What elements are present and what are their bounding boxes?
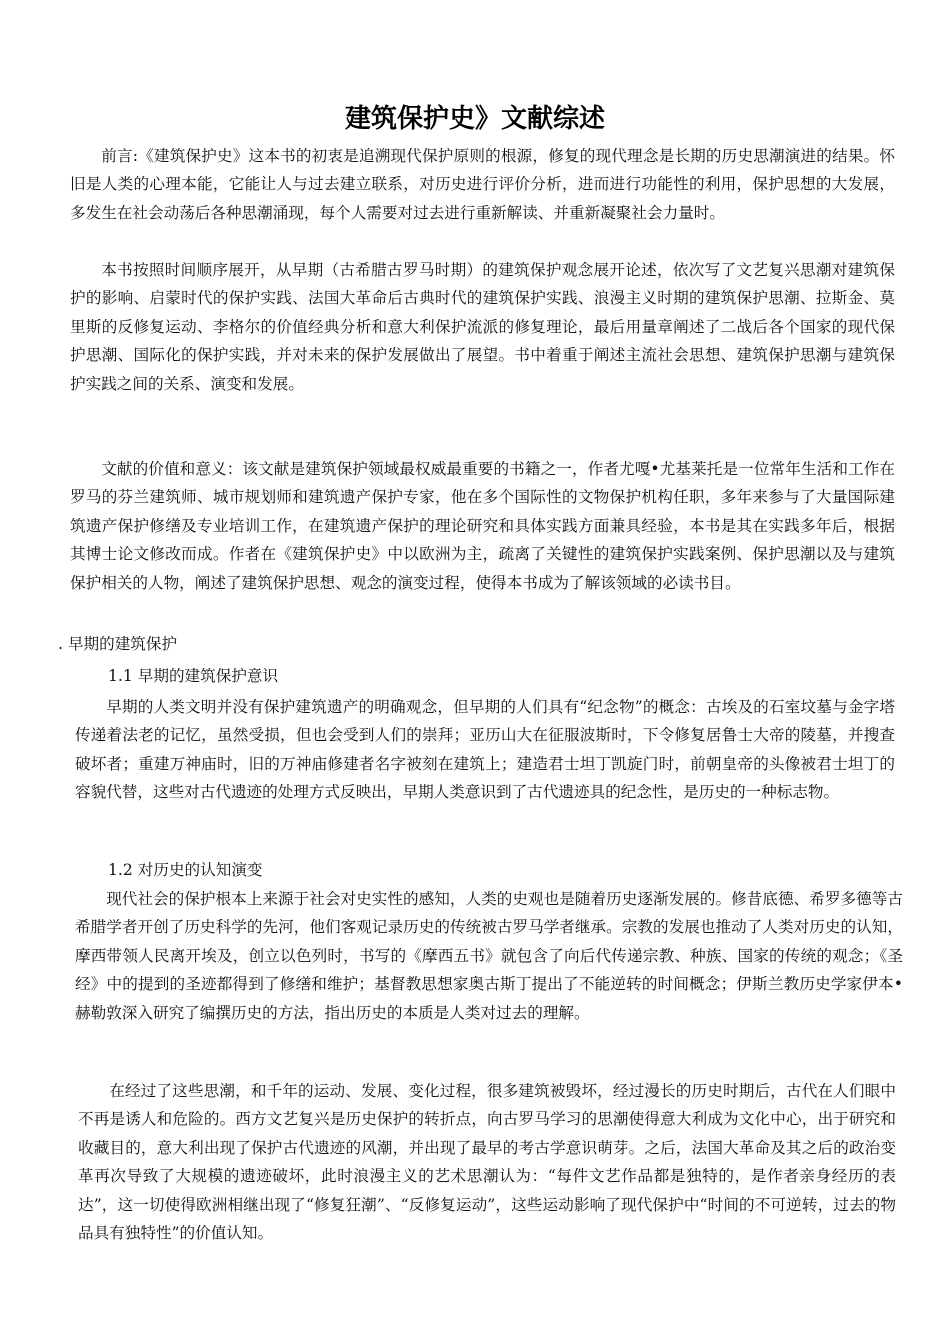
preface-paragraph: 前言:《建筑保护史》这本书的初衷是追溯现代保护原则的根源，修复的现代理念是长期的历史思潮演进的结果。怀旧是人类的心理本能，它能让人与过去建立联系，对历史进行评价分析，进而进行功能性的利用，保护思想的大发展，多发生在社会动荡后各种思潮涌现，每个人需要对过去进行重新解读、并重新凝聚社会力量时。 — [70, 147, 895, 222]
document-title: 建筑保护史》文献综述 — [344, 104, 605, 135]
subsection-1-2-paragraph-2: 在经过了这些思潮，和千年的运动、发展、变化过程，很多建筑被毁坏，经过漫长的历史时期后，古代在人们眼中不再是诱人和危险的。西方文艺复兴是历史保护的转折点，向古罗马学习的思潮使得意大利成为文化中心，出于研究和收藏目的，意大利出现了保护古代遗迹的风潮，并出现了最早的考古学意识萌芽。之后，法国大革命及其之后的政治变革再次导致了大规模的遗迹破坏，此时浪漫主义的艺术思潮认为：“每件文艺作品都是独特的，是作者亲身经历的表达”，这一切使得欧洲相继出现了“修复狂潮”、“反修复运动”，这些运动影响了现代保护中“时间的不可逆转，过去的物品具有独特性”的价值认知。 — [78, 1082, 896, 1243]
subsection-1-2-paragraph-1: 现代社会的保护根本上来源于社会对史实性的感知，人类的史观也是随着历史逐渐发展的。修昔底德、希罗多德等古希腊学者开创了历史科学的先河，他们客观记录历史的传统被古罗马学者继承。宗教的发展也推动了人类对历史的认知，摩西带领人民离开埃及，创立以色列时，书写的《摩西五书》就包含了向后代传递宗教、种族、国家的传统的观念；《圣经》中的提到的圣迹都得到了修缮和维护；基督教思想家奥古斯丁提出了不能逆转的时间概念；伊斯兰教历史学家伊本•赫勒敦深入研究了编撰历史的方法，指出历史的本质是人类对过去的理解。 — [75, 890, 903, 1022]
subsection-1-1-paragraph: 早期的人类文明并没有保护建筑遗产的明确观念，但早期的人们具有“纪念物”的概念：古埃及的石室坟墓与金字塔传递着法老的记忆，虽然受损，但也会受到人们的崇拜；亚历山大在征服波斯时，下令修复居鲁士大帝的陵墓，并搜查破坏者；重建万神庙时，旧的万神庙修建者名字被刻在建筑上；建造君士坦丁凯旋门时，前朝皇帝的头像被君士坦丁的容貌代替，这些对古代遗迹的处理方式反映出，早期人类意识到了古代遗迹具的纪念性，是历史的一种标志物。 — [75, 698, 895, 802]
section-heading: . 早期的建筑保护 — [58, 635, 178, 653]
overview-paragraph: 本书按照时间顺序展开，从早期（古希腊古罗马时期）的建筑保护观念展开论述，依次写了文艺复兴思潮对建筑保护的影响、启蒙时代的保护实践、法国大革命后古典时代的建筑保护实践、浪漫主义时期的建筑保护思潮、拉斯金、莫里斯的反修复运动、李格尔的价值经典分析和意大利保护流派的修复理论，最后用量章阐述了二战后各个国家的现代保护思潮、国际化的保护实践，并对未来的保护发展做出了展望。书中着重于阐述主流社会思想、建筑保护思潮与建筑保护实践之间的关系、演变和发展。 — [70, 261, 895, 393]
subsection-heading-1-1: 1.1 早期的建筑保护意识 — [108, 667, 279, 685]
value-paragraph: 文献的价值和意义：该文献是建筑保护领域最权威最重要的书籍之一，作者尤嘎•尤基莱托是一位常年生活和工作在罗马的芬兰建筑师、城市规划师和建筑遗产保护专家，他在多个国际性的文物保护机构任职，多年来参与了大量国际建筑遗产保护修缮及专业培训工作，在建筑遗产保护的理论研究和具体实践方面兼具经验，本书是其在实践多年后，根据其博士论文修改而成。作者在《建筑保护史》中以欧洲为主，疏离了关键性的建筑保护实践案例、保护思潮以及与建筑保护相关的人物，阐述了建筑保护思想、观念的演变过程，使得本书成为了解该领域的必读书目。 — [70, 460, 895, 592]
subsection-heading-1-2: 1.2 对历史的认知演变 — [108, 861, 263, 879]
